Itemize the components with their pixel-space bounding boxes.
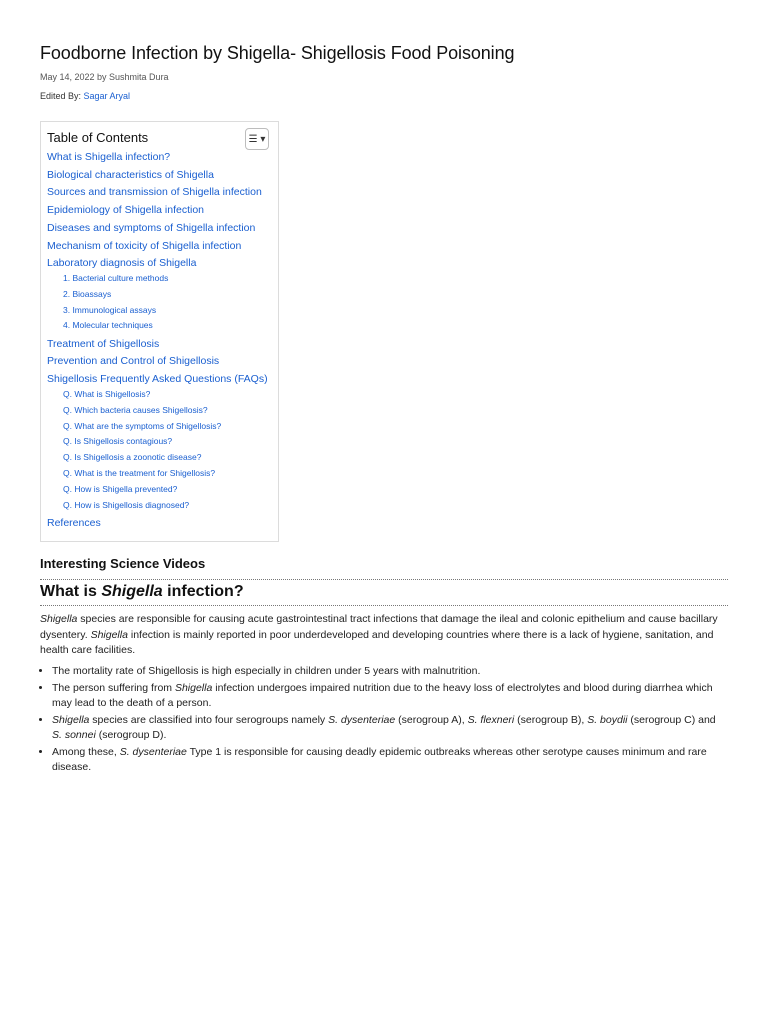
toc-link[interactable]: References (47, 516, 101, 529)
list-item (52, 681, 728, 712)
toc-link[interactable]: Shigellosis Frequently Asked Questions (FAQs) (47, 373, 268, 386)
toc-item (47, 257, 196, 269)
toc-item (47, 389, 150, 399)
toc-link[interactable]: Prevention and Control of Shigellosis (47, 355, 220, 368)
toc-item (47, 240, 241, 252)
toc-item (47, 421, 221, 431)
list-item-text: (serogroup D). (95, 729, 167, 741)
list-item (52, 745, 728, 776)
edited-label: Edited By: (40, 91, 84, 101)
toc-item (47, 289, 111, 299)
list-item-text: Shigella (174, 681, 213, 694)
toc-link[interactable]: Q. What is Shigellosis? (63, 388, 151, 399)
list-item-text: The person suffering from (52, 681, 175, 694)
toc-title: Table of Contents (47, 130, 149, 145)
editor-link[interactable]: Sagar Aryal (83, 91, 131, 101)
toc-item (47, 273, 168, 283)
toc-item (47, 186, 262, 198)
list-item-text: Shigella (52, 713, 90, 726)
divider (40, 579, 728, 580)
toc-link[interactable]: 4. Molecular techniques (63, 320, 153, 331)
divider (40, 605, 728, 606)
toc-item (47, 468, 215, 478)
list-item (52, 713, 728, 744)
list-item-text: S. dysenteriae (328, 713, 396, 726)
list-item-text: Among these, (52, 745, 120, 758)
para-text: infection is mainly reported in poor underdeveloped and developing countries where there is a lack of hygiene, sanitation, and health care facilities. (40, 628, 714, 656)
list-item-text: The mortality rate of Shigellosis is high especially in children under 5 years with malnutrition. (52, 665, 481, 677)
toc-link[interactable]: Q. Which bacteria causes Shigellosis? (63, 404, 208, 415)
toc-link[interactable]: What is Shigella infection? (47, 151, 171, 163)
list-item-text: species are classified into four serogroups namely (89, 713, 329, 726)
toc-item (47, 320, 153, 330)
para-text: Shigella (90, 628, 128, 641)
toc-item (47, 169, 214, 181)
list-item-text: S. flexneri (467, 713, 515, 726)
heading-prefix: What is (40, 583, 102, 600)
toc-link[interactable]: Q. How is Shigella prevented? (63, 483, 178, 494)
list-item-text: (serogroup A), (395, 713, 468, 726)
toc-link[interactable]: Mechanism of toxicity of Shigella infection (47, 239, 242, 252)
toc-item (47, 151, 170, 163)
para-text: Shigella (40, 613, 78, 625)
toc-link[interactable]: Sources and transmission of Shigella infection (47, 186, 262, 199)
toc-link[interactable]: Q. What is the treatment for Shigellosis? (63, 467, 216, 478)
article-title: Foodborne Infection by Shigella- Shigellosis Food Poisoning (40, 43, 515, 63)
toc-link[interactable]: Biological characteristics of Shigella (47, 168, 214, 181)
toc-link[interactable]: Epidemiology of Shigella infection (47, 204, 205, 217)
toc-item (47, 436, 172, 446)
list-item-text: S. sonnei (52, 729, 96, 741)
toc-link[interactable]: Diseases and symptoms of Shigella infection (47, 221, 256, 234)
videos-heading: Interesting Science Videos (40, 556, 206, 571)
list-item-text: infection undergoes impaired nutrition due to the heavy loss of electrolytes and blood during diarrhea which may lead to the death of a person. (52, 681, 713, 709)
toc-link[interactable]: Q. How is Shigellosis diagnosed? (63, 499, 190, 510)
toc-link[interactable]: Q. Is Shigellosis a zoonotic disease? (63, 452, 202, 463)
list-item-text: (serogroup C) and (627, 713, 716, 726)
toc-link[interactable]: Laboratory diagnosis of Shigella (47, 257, 197, 270)
toc-item (47, 355, 219, 367)
intro-paragraph (40, 612, 728, 659)
toc-item (47, 373, 268, 385)
list-item-text: Type 1 is responsible for causing deadly epidemic outbreaks whereas other serotype causes minimum and rare disease. (52, 745, 707, 773)
toc-item (47, 484, 177, 494)
toc-link[interactable]: Treatment of Shigellosis (47, 337, 160, 350)
list-toggle-icon[interactable]: ☰ ▾ (245, 128, 269, 150)
toc-link[interactable]: Q. What are the symptoms of Shigellosis? (63, 420, 222, 431)
para-text: species are responsible for causing acute gastrointestinal tract infections that damage the ileal and colonic epithelium and cause bacillary dysentery. (40, 613, 718, 641)
toc-item (47, 500, 189, 510)
toc-link[interactable]: Q. Is Shigellosis contagious? (63, 436, 173, 447)
toc-item (47, 517, 101, 529)
heading-suffix: infection? (162, 583, 244, 600)
toc-item (47, 222, 255, 234)
table-of-contents (40, 121, 279, 542)
list-item-text: S. dysenteriae (119, 745, 187, 758)
edited-by (40, 91, 130, 101)
toc-link[interactable]: 3. Immunological assays (63, 304, 157, 315)
list-item-text: (serogroup B), (514, 713, 588, 726)
bullet-list (40, 664, 728, 777)
toc-item (47, 305, 156, 315)
article-meta: May 14, 2022 by Sushmita Dura (40, 72, 169, 82)
toc-link[interactable]: 1. Bacterial culture methods (63, 273, 169, 283)
list-item-text: S. boydii (587, 713, 628, 726)
toc-item (47, 405, 208, 415)
toc-item (47, 452, 201, 462)
section-heading (40, 583, 244, 601)
toc-item (47, 204, 204, 216)
list-item (52, 664, 728, 680)
toc-link[interactable]: 2. Bioassays (63, 288, 112, 299)
heading-italic: Shigella (101, 583, 163, 600)
toc-item (47, 338, 159, 350)
